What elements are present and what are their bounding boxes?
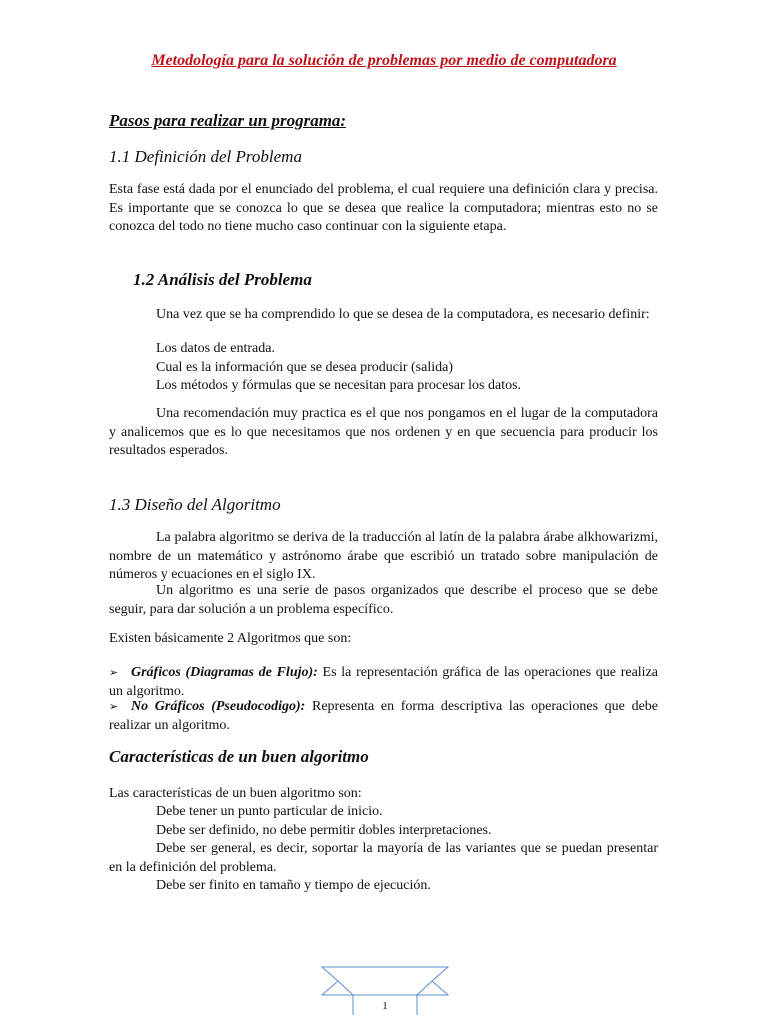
arrow-bullet-icon: ➢: [109, 667, 119, 679]
list-item: Debe tener un punto particular de inicio.: [156, 804, 383, 819]
list-item: Debe ser general, es decir, soportar la mayoría de las variantes que se puedan presentar en la definición del problema.: [109, 841, 658, 875]
list-caracteristicas-end: [156, 877, 431, 896]
heading-diseno: 1.3 Diseño del Algoritmo: [109, 495, 281, 514]
paragraph-algoritmo-origen: La palabra algoritmo se deriva de la traducción al latín de la palabra árabe alkhowarizmi, nombre de un matemático y astrónomo árabe que escribió un tratado sobre manipulación de números y ecuaciones en el siglo IX.: [109, 530, 658, 583]
list-caracteristicas: [156, 803, 492, 840]
paragraph-analisis-intro: Una vez que se ha comprendido lo que se desea de la computadora, es necesario definir:: [156, 307, 650, 322]
list-analisis: [156, 340, 521, 396]
list-item: Debe ser definido, no debe permitir dobles interpretaciones.: [156, 822, 492, 838]
paragraph-caracteristicas-intro: Las características de un buen algoritmo son:: [109, 786, 362, 801]
heading-analisis: 1.2 Análisis del Problema: [133, 270, 312, 289]
heading-definicion: 1.1 Definición del Problema: [109, 147, 302, 166]
document-title: Metodología para la solución de problemas por medio de computadora: [151, 52, 617, 69]
bullet-graficos: ➢ Gráficos (Diagramas de Flujo): Es la representación gráfica de las operaciones que realiza un algoritmo.: [109, 665, 658, 699]
list-item: Debe ser finito en tamaño y tiempo de ejecución.: [156, 878, 431, 893]
arrow-bullet-icon: ➢: [109, 701, 119, 713]
paragraph-recomendacion: Una recomendación muy practica es el que nos pongamos en el lugar de la computadora y analicemos que es lo que necesitamos que nos ordenen y en que secuencia para producir los resultados esperados.: [109, 406, 658, 459]
paragraph-definicion: Esta fase está dada por el enunciado del problema, el cual requiere una definición clara y precisa. Es importante que se conozca lo que se desea que realice la computadora; mientras esto no se conozca del todo no tiene mucho caso continuar con la siguiente etapa.: [109, 182, 658, 235]
heading-caracteristicas: Características de un buen algoritmo: [109, 747, 369, 766]
list-item: Los métodos y fórmulas que se necesitan para procesar los datos.: [156, 378, 522, 394]
paragraph-algoritmo-definicion: Un algoritmo es una serie de pasos organizados que describe el proceso que se debe seguir, para dar solución a un problema específico.: [109, 583, 658, 617]
list-item: Cual es la información que se desea producir (salida): [156, 359, 454, 375]
paragraph-tipos: Existen básicamente 2 Algoritmos que son:: [109, 631, 352, 646]
page-number: 1: [382, 1000, 388, 1012]
bullet-no-graficos: ➢ No Gráficos (Pseudocodigo): Representa en forma descriptiva las operaciones que debe realizar un algoritmo.: [109, 699, 658, 733]
heading-pasos: Pasos para realizar un programa:: [109, 111, 347, 130]
list-item: Los datos de entrada.: [156, 341, 275, 356]
